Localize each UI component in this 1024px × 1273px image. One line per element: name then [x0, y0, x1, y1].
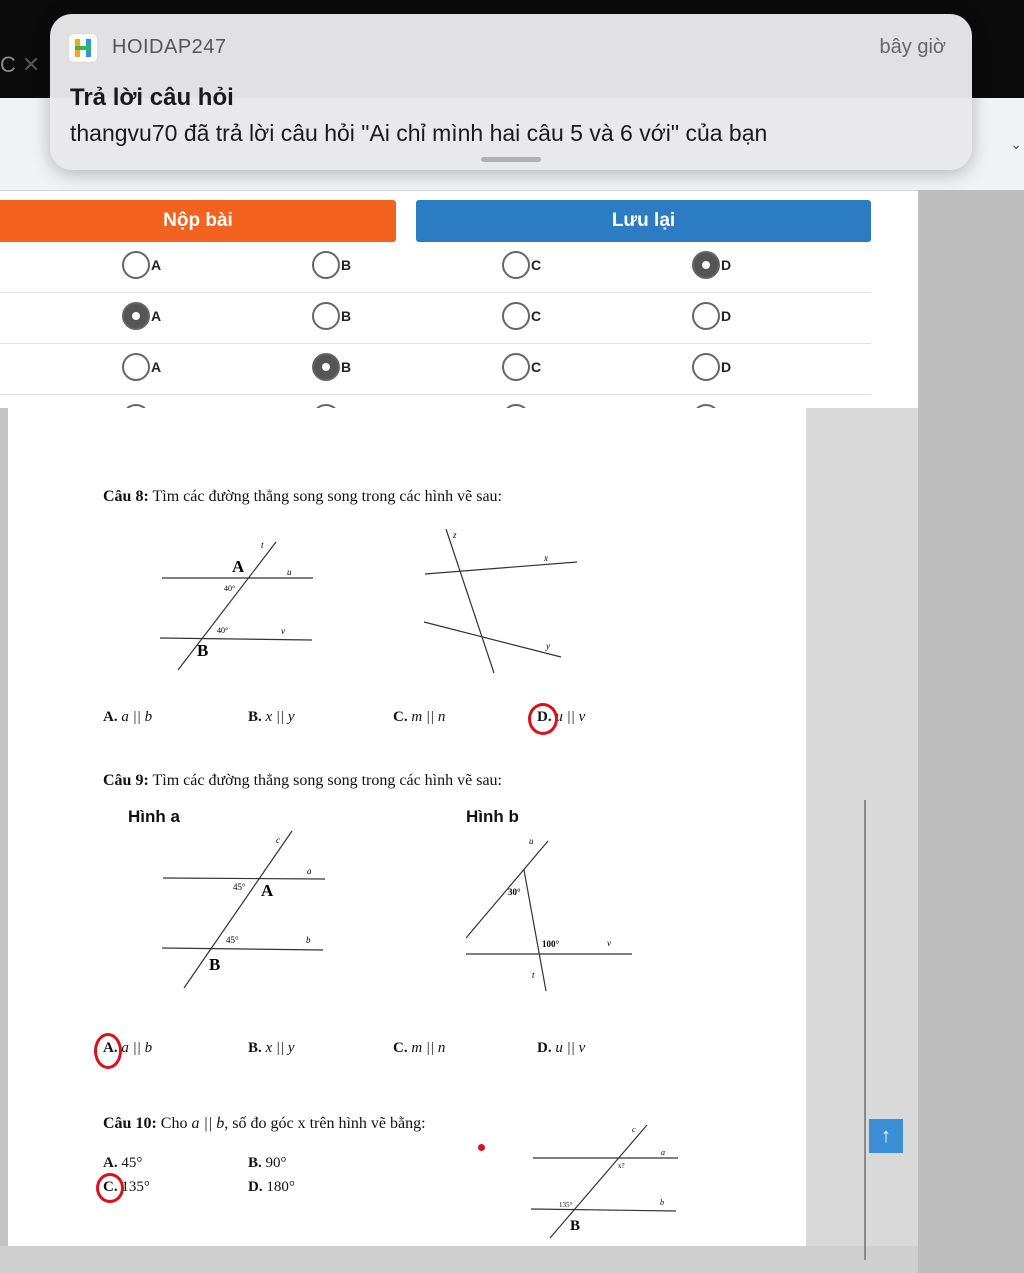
answer-row — [0, 242, 871, 293]
q8-choice-c: C. m || n — [393, 709, 446, 725]
q8-figure-right — [420, 525, 590, 680]
q10-number: Câu 10: — [103, 1115, 157, 1132]
answer-option-a[interactable] — [122, 353, 161, 381]
notification-handle[interactable] — [481, 157, 541, 162]
answer-row — [0, 293, 871, 344]
q9-line-a: a — [307, 866, 312, 876]
radio-button[interactable] — [502, 353, 530, 381]
q8-line-t: t — [261, 540, 264, 550]
q9-prompt — [103, 772, 502, 790]
radio-button[interactable] — [312, 251, 340, 279]
q9-angle-bottom: 45° — [226, 935, 239, 945]
q10-answer-mark — [96, 1173, 124, 1203]
option-label: A — [151, 359, 162, 375]
chevron-down-icon[interactable]: ⌄ — [1010, 136, 1022, 152]
option-label: C — [531, 359, 542, 375]
q9b-angle-bottom: 100° — [542, 939, 560, 949]
q9-figure-b — [460, 830, 640, 995]
q9-angle-top: 45° — [233, 882, 246, 892]
answer-option-b[interactable] — [312, 251, 351, 279]
answer-option-a[interactable] — [122, 251, 161, 279]
q9-answer-mark — [94, 1033, 122, 1069]
save-button[interactable]: Lưu lại — [416, 200, 871, 242]
q8-number: Câu 8: — [103, 488, 149, 505]
radio-button[interactable] — [692, 251, 720, 279]
radio-button[interactable] — [312, 302, 340, 330]
q8-line-x: x — [544, 553, 548, 563]
q9-choice-a: A. a || b — [103, 1040, 153, 1056]
q8-choice-d: D. u || v — [537, 709, 586, 725]
option-label: A — [151, 308, 162, 324]
q8-figure-left — [150, 530, 330, 680]
q8-point-a: A — [232, 557, 245, 576]
q9-line-u: u — [529, 836, 534, 846]
answer-option-d[interactable] — [692, 353, 731, 381]
submit-button[interactable]: Nộp bài — [0, 200, 396, 242]
q9-number: Câu 9: — [103, 772, 149, 789]
q9-line-t: t — [532, 970, 535, 980]
q9-choice-c: C. m || n — [393, 1040, 446, 1056]
option-label: D — [721, 359, 732, 375]
notification-time: bây giờ — [879, 36, 946, 58]
q8-line-v: v — [281, 626, 285, 636]
q9-line-v: v — [607, 938, 611, 948]
q10-line-c: c — [632, 1125, 636, 1134]
q9-choice-d: D. u || v — [537, 1040, 586, 1056]
app-logo-icon — [68, 33, 98, 63]
radio-button[interactable] — [692, 353, 720, 381]
answer-option-a[interactable] — [122, 302, 161, 330]
q9-fig-b-title: Hình b — [466, 807, 519, 826]
browser-tab-stub[interactable] — [0, 52, 40, 78]
answer-option-d[interactable] — [692, 302, 731, 330]
answer-row — [0, 344, 871, 395]
doc-left-border — [0, 408, 8, 1248]
q8-angle-bottom: 40° — [217, 626, 229, 635]
answer-option-b[interactable] — [312, 302, 351, 330]
q10-angle-known: 135° — [559, 1201, 573, 1209]
q8-line-y: y — [546, 641, 550, 651]
push-notification[interactable] — [50, 14, 972, 170]
answer-option-b[interactable] — [312, 353, 351, 381]
option-label: D — [721, 308, 732, 324]
q10-figure — [528, 1122, 683, 1242]
close-icon[interactable]: ✕ — [21, 52, 41, 77]
answer-option-d[interactable] — [692, 251, 731, 279]
option-label: D — [721, 257, 732, 273]
option-label: B — [341, 308, 352, 324]
doc-bottom-gutter — [0, 1246, 918, 1273]
q10-prompt: Câu 10: Cho a || b, số đo góc x trên hình vẽ bằng: — [103, 1115, 426, 1132]
radio-button[interactable] — [122, 353, 150, 381]
q9-line-c: c — [276, 835, 280, 845]
option-label: C — [531, 257, 542, 273]
q9-point-a: A — [261, 881, 274, 900]
answer-option-c[interactable] — [502, 251, 541, 279]
annotation-dot — [478, 1144, 485, 1151]
q10-choice-b: B. 90° — [248, 1155, 287, 1171]
q9-line-b: b — [306, 935, 311, 945]
radio-button[interactable] — [122, 251, 150, 279]
q8-line-u: u — [287, 567, 292, 577]
answer-option-c[interactable] — [502, 302, 541, 330]
q9b-angle-top: 30° — [508, 887, 521, 897]
app-name: HOIDAP247 — [112, 36, 227, 58]
scroll-top-button[interactable] — [869, 1119, 903, 1153]
option-label: C — [531, 308, 542, 324]
scrollbar[interactable] — [864, 800, 866, 1260]
q8-choice-b: B. x || y — [248, 709, 295, 725]
radio-button[interactable] — [122, 302, 150, 330]
q8-point-b: B — [197, 641, 209, 660]
notification-title: Trả lời câu hỏi — [70, 84, 234, 111]
q9-choice-b: B. x || y — [248, 1040, 295, 1056]
q10-line-a: a — [661, 1148, 665, 1157]
q9-text: Tìm các đường thẳng song song trong các hình vẽ sau: — [152, 772, 502, 789]
q8-choice-a: A. a || b — [103, 709, 153, 725]
q8-text: Tìm các đường thẳng song song trong các hình vẽ sau: — [152, 488, 502, 505]
q8-prompt — [103, 488, 502, 506]
answer-grid — [0, 242, 871, 411]
radio-button[interactable] — [502, 251, 530, 279]
q10-angle-x: x? — [618, 1162, 625, 1170]
option-label: B — [341, 257, 352, 273]
q10-choice-d: D. 180° — [248, 1179, 295, 1195]
q10-choice-a: A. 45° — [103, 1155, 143, 1171]
tab-fragment: C — [0, 52, 16, 77]
radio-button[interactable] — [502, 302, 530, 330]
q8-line-z: z — [453, 530, 457, 540]
q10-point-b: B — [570, 1218, 581, 1234]
radio-button[interactable] — [692, 302, 720, 330]
option-label: B — [341, 359, 352, 375]
q9-figure-a — [155, 828, 335, 993]
q8-answer-mark — [528, 703, 558, 735]
q10-choice-c: C. 135° — [103, 1179, 150, 1195]
right-gutter — [918, 190, 1024, 1273]
radio-button[interactable] — [312, 353, 340, 381]
answer-option-c[interactable] — [502, 353, 541, 381]
q10-line-b: b — [660, 1198, 664, 1207]
option-label: A — [151, 257, 162, 273]
q8-angle-top: 40° — [224, 584, 236, 593]
q9-point-b: B — [209, 955, 221, 974]
notification-body: thangvu70 đã trả lời câu hỏi "Ai chỉ mình hai câu 5 và 6 với" của bạn — [70, 120, 768, 146]
q9-fig-a-title: Hình a — [128, 807, 180, 826]
arrow-up-icon: ↑ — [881, 1124, 891, 1147]
